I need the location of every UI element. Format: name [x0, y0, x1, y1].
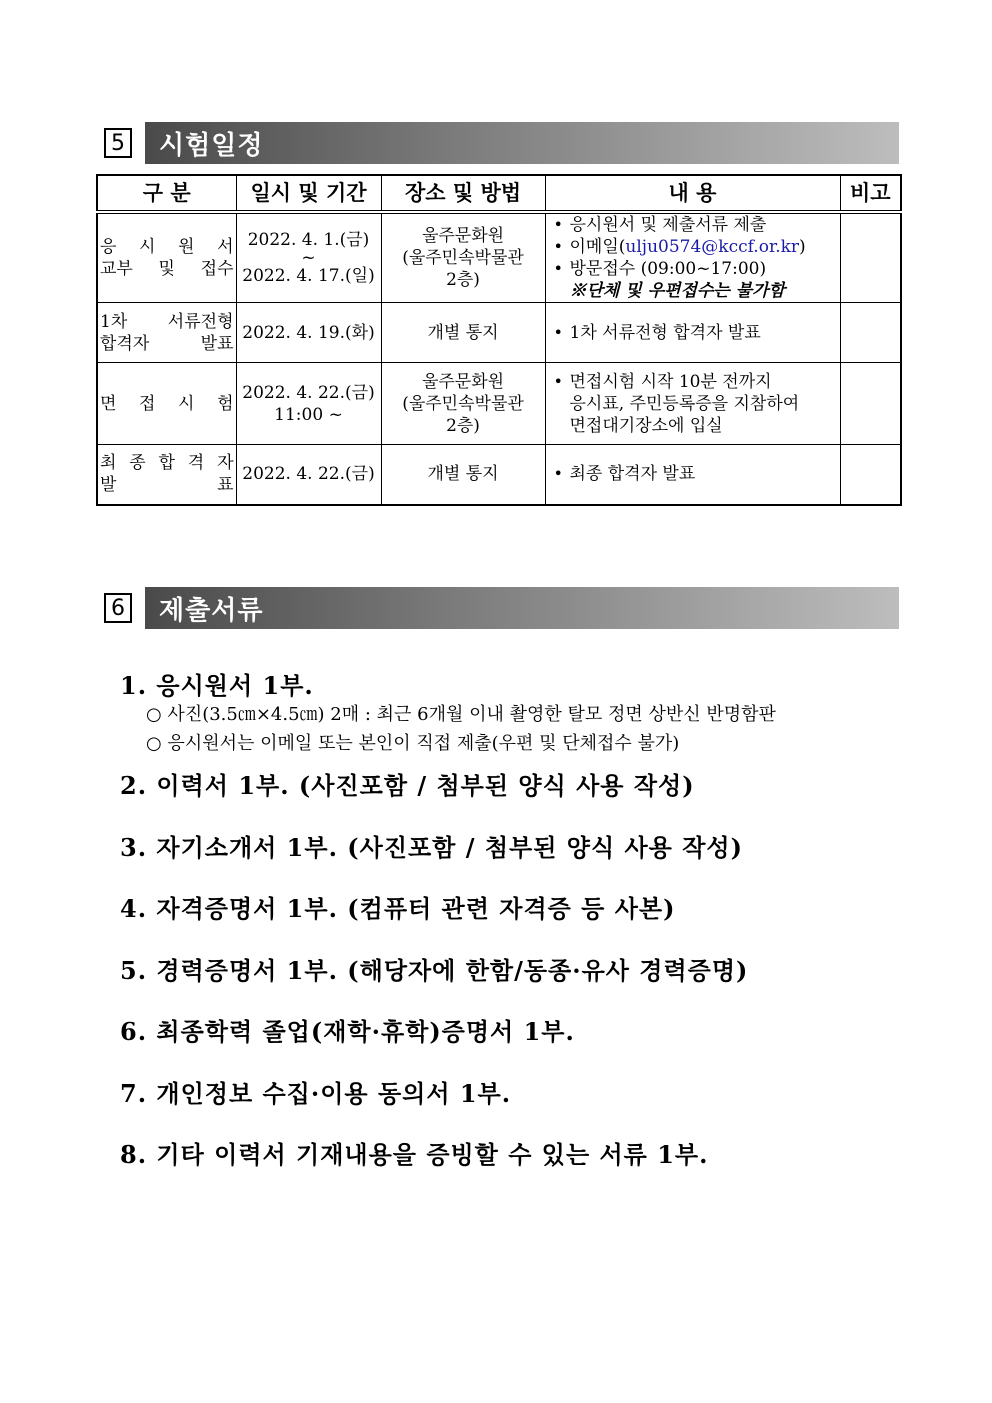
cell-place: 개별 통지 — [381, 303, 545, 363]
list-item: • 면접시험 시작 10분 전까지 — [548, 371, 838, 393]
doc-item: 6. 최종학력 졸업(재학·휴학)증명서 1부. — [120, 1017, 575, 1046]
cell-gubun: 면 접 시 험 — [97, 363, 236, 445]
list-item: • 최종 합격자 발표 — [548, 463, 838, 485]
cell-date: 2022. 4. 19.(화) — [236, 303, 381, 363]
list-item-continued: 응시표, 주민등록증을 지참하여 — [569, 393, 800, 414]
doc-item: 2. 이력서 1부. (사진포함 / 첨부된 양식 사용 작성) — [120, 771, 695, 800]
section-number: 6 — [104, 593, 132, 623]
list-item-continued: 면접대기장소에 입실 — [569, 415, 723, 436]
header-place: 장소 및 방법 — [381, 175, 545, 212]
cell-content — [545, 363, 840, 445]
cell-content — [545, 212, 840, 303]
list-item: • 응시원서 및 제출서류 제출 — [548, 214, 838, 236]
doc-item: 5. 경력증명서 1부. (해당자에 한함/동종·유사 경력증명) — [120, 956, 749, 985]
cell-remark — [840, 445, 901, 505]
cell-remark — [840, 303, 901, 363]
section-number-box — [97, 122, 139, 164]
cell-remark — [840, 363, 901, 445]
list-item: • 이메일(ulju0574@kccf.or.kr) — [548, 236, 838, 258]
cell-remark — [840, 212, 901, 303]
cell-gubun: 1차 서류전형 합격자 발표 — [97, 303, 236, 363]
cell-gubun: 응 시 원 서 교부 및 접수 — [97, 212, 236, 303]
header-gubun: 구 분 — [97, 175, 236, 212]
cell-place: 울주문화원 (울주민속박물관 2층) — [381, 363, 545, 445]
table-row — [97, 212, 901, 303]
header-date: 일시 및 기간 — [236, 175, 381, 212]
section-6-header — [97, 587, 899, 629]
table-row — [97, 445, 901, 505]
table-header-row — [97, 175, 901, 212]
section-5-header — [97, 122, 899, 164]
doc-item: 3. 자기소개서 1부. (사진포함 / 첨부된 양식 사용 작성) — [120, 833, 743, 862]
cell-date: 2022. 4. 22.(금) 11:00 ~ — [236, 363, 381, 445]
cell-place: 개별 통지 — [381, 445, 545, 505]
cell-content — [545, 303, 840, 363]
section-title-bar — [145, 587, 899, 629]
doc-item: 7. 개인정보 수집·이용 동의서 1부. — [120, 1079, 512, 1108]
table-row — [97, 363, 901, 445]
list-item: • 1차 서류전형 합격자 발표 — [548, 322, 838, 344]
cell-date: 2022. 4. 1.(금) ~ 2022. 4. 17.(일) — [236, 212, 381, 303]
section-number-box — [97, 587, 139, 629]
section-title-bar — [145, 122, 899, 164]
cell-place: 울주문화원 (울주민속박물관 2층) — [381, 212, 545, 303]
doc-item: 4. 자격증명서 1부. (컴퓨터 관련 자격증 등 사본) — [120, 894, 676, 923]
email-link[interactable]: ulju0574@kccf.or.kr — [625, 237, 800, 257]
doc-subitem: ○ 사진(3.5㎝×4.5㎝) 2매 : 최근 6개월 이내 촬영한 탈모 정면 상반신 반명함판 — [146, 704, 776, 725]
doc-subitem: ○ 응시원서는 이메일 또는 본인이 직접 제출(우편 및 단체접수 불가) — [146, 733, 680, 754]
section-number: 5 — [104, 128, 132, 158]
note-text: ※단체 및 우편접수는 불가함 — [569, 281, 785, 301]
header-remark: 비고 — [840, 175, 901, 212]
section-title: 시험일정 — [159, 130, 264, 161]
doc-item: 8. 기타 이력서 기재내용을 증빙할 수 있는 서류 1부. — [120, 1140, 709, 1169]
table-row — [97, 303, 901, 363]
doc-item: 1. 응시원서 1부. — [120, 671, 314, 700]
cell-content — [545, 445, 840, 505]
section-title: 제출서류 — [159, 595, 264, 626]
cell-gubun: 최 종 합 격 자 발 표 — [97, 445, 236, 505]
cell-date: 2022. 4. 22.(금) — [236, 445, 381, 505]
list-item: • 방문접수 (09:00~17:00) — [548, 258, 838, 280]
schedule-table — [96, 174, 902, 506]
header-content: 내 용 — [545, 175, 840, 212]
